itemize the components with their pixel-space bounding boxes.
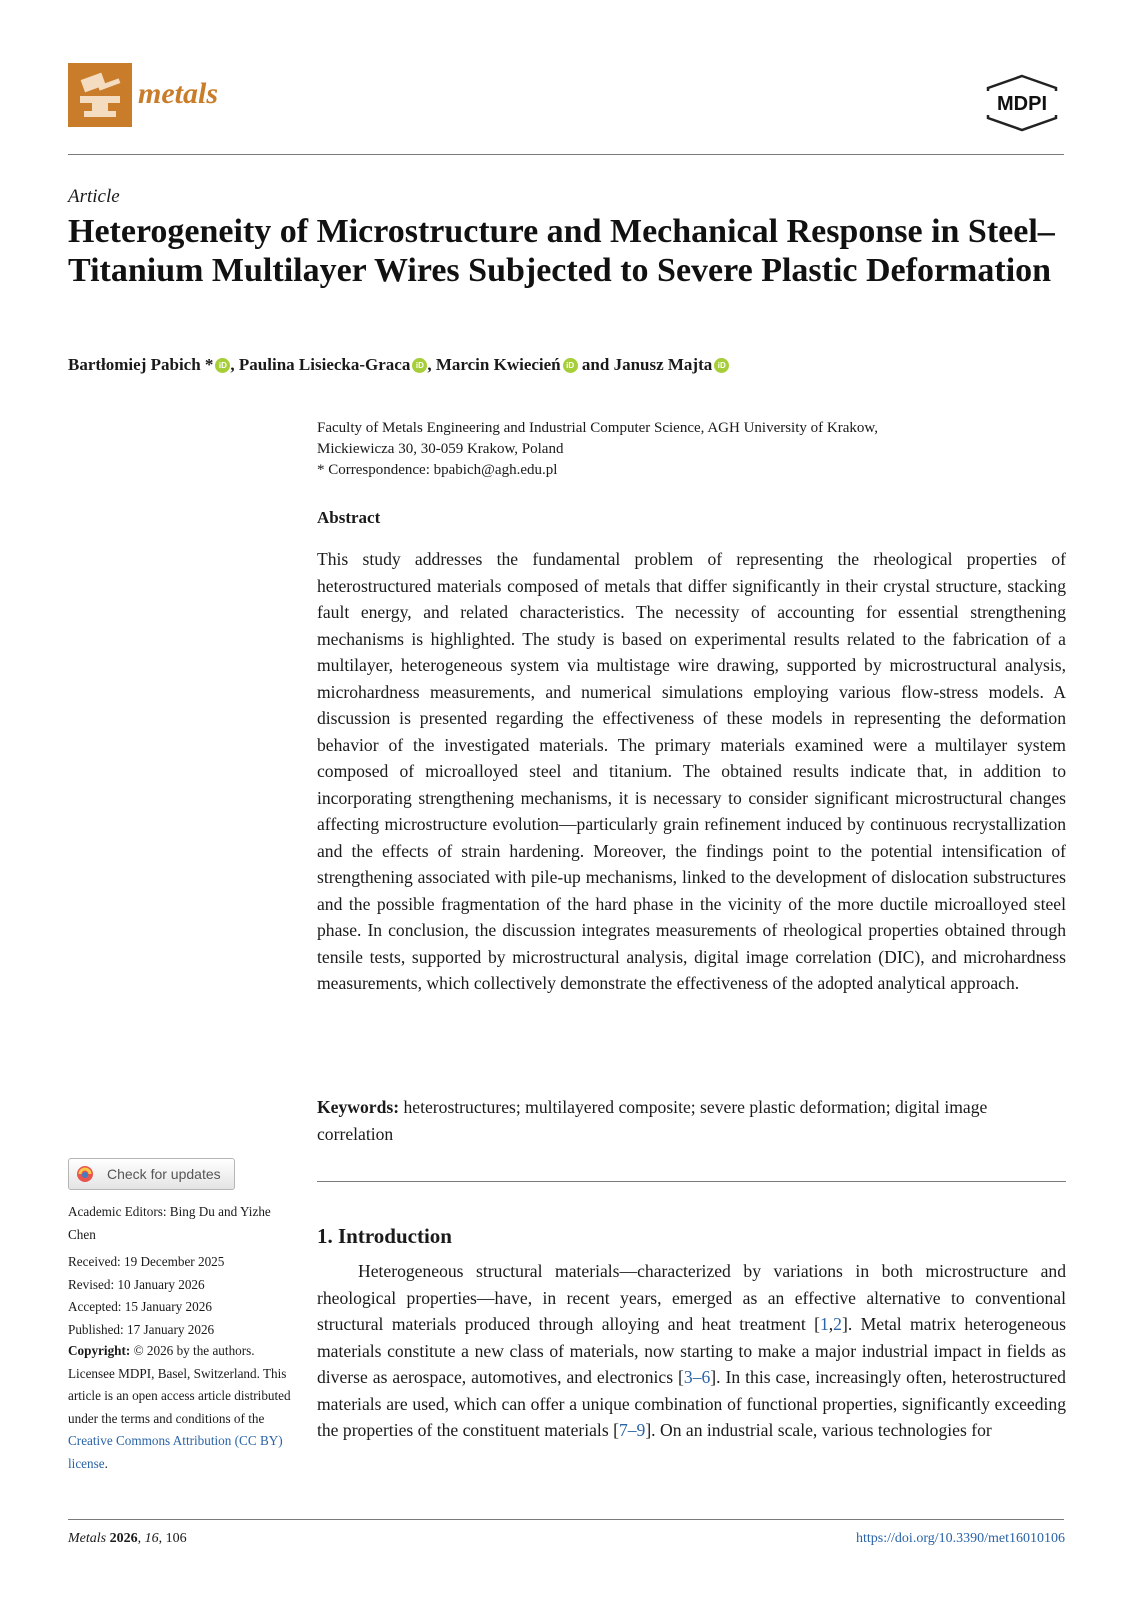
author-list — [68, 353, 729, 377]
citation-link[interactable]: 2 — [833, 1314, 842, 1334]
correspondence: * Correspondence: bpabich@agh.edu.pl — [317, 462, 558, 478]
author-name[interactable]: Paulina Lisiecka-Graca — [238, 355, 411, 374]
doi-link[interactable]: https://doi.org/10.3390/met16010106 — [856, 1531, 1065, 1546]
affiliation-line: Mickiewicza 30, 30-059 Krakow, Poland — [317, 441, 564, 457]
intro-text: ]. Metal matrix heterogeneous materials constitute a new class of materials, now starting to make a major industrial impact in fields as diverse as aerospace, automotives, and electronics [ — [317, 1314, 1066, 1387]
footer-year: 2026 — [109, 1531, 138, 1546]
orcid-icon[interactable]: iD — [412, 358, 427, 373]
header-divider — [68, 154, 1064, 155]
footer-volume: 16 — [144, 1531, 159, 1546]
keywords — [317, 1094, 1066, 1147]
check-updates-label: Check for updates — [107, 1166, 221, 1182]
accepted-date: Accepted: 15 January 2026 — [68, 1299, 212, 1314]
article-title: Heterogeneity of Microstructure and Mechanical Response in Steel–Titanium Multilayer Wires Subjected to Severe Plastic Deformation — [68, 213, 1055, 289]
academic-editors: Academic Editors: Bing Du and Yizhe Chen — [68, 1204, 271, 1242]
publication-dates — [68, 1251, 298, 1341]
author-separator: , — [230, 355, 239, 374]
citation-link[interactable]: 7–9 — [618, 1420, 646, 1440]
intro-text: , — [828, 1314, 834, 1334]
publisher-logo-text: MDPI — [997, 93, 1047, 115]
abstract-text: This study addresses the fundamental problem of representing the rheological properties of heterostructured materials composed of metals that differ significantly in their crystal structure, stacking fault energy, and related characteristics. The necessity of accounting for essential strengthening mechanisms is highlighted. The study is based on experimental results related to the fabrication of a multilayer, heterogeneous system via multistage wire drawing, supported by microstructural analysis, microhardness measurements, and numerical simulations employing various flow-stress models. A discussion is presented regarding the effectiveness of these models in representing the deformation behavior of the investigated materials. The primary materials examined were a multilayer system composed of microalloyed steel and titanium. The obtained results indicate that, in addition to incorporating strengthening mechanisms, it is necessary to consider significant microstructural changes affecting microstructure evolution—particularly grain refinement induced by continuous recrystallization and the effects of strain hardening. Moreover, the findings point to the potential intensification of strengthening associated with pile-up mechanisms, linked to the development of dislocation substructures and the possible fragmentation of the hard phase in the vicinity of the more ductile microalloyed steel phase. In conclusion, the discussion integrates measurements of rheological properties obtained through tensile tests, supported by microstructural analysis, digital image correlation (DIC), and microhardness measurements, which collectively demonstrate the effectiveness of the adopted analytical approach. — [317, 549, 1066, 993]
copyright-notice — [68, 1340, 298, 1475]
footer-journal: Metals — [68, 1531, 107, 1546]
footer-divider — [68, 1519, 1064, 1520]
copyright-text: © 2026 by the authors. Licensee MDPI, Basel, Switzerland. This article is an open access article distributed under the terms and conditions of the — [68, 1343, 291, 1426]
keywords-text: heterostructures; multilayered composite; severe plastic deformation; digital image correlation — [317, 1097, 988, 1144]
article-type: Article — [68, 186, 120, 207]
citation-link[interactable]: 1 — [819, 1314, 829, 1334]
affiliation-line: Faculty of Metals Engineering and Industrial Computer Science, AGH University of Krakow, — [317, 420, 878, 436]
orcid-icon[interactable]: iD — [714, 358, 729, 373]
update-badge-icon — [76, 1165, 94, 1183]
abstract-heading: Abstract — [317, 508, 381, 527]
orcid-icon[interactable]: iD — [563, 358, 578, 373]
copyright-end: . — [104, 1455, 108, 1471]
intro-text: ]. On an industrial scale, various technologies for — [645, 1420, 992, 1440]
section-heading: 1. Introduction — [317, 1224, 452, 1248]
license-link[interactable]: Creative Commons Attribution (CC BY) license — [68, 1433, 283, 1471]
keywords-label: Keywords: — [317, 1097, 400, 1117]
check-for-updates-button[interactable] — [68, 1158, 235, 1190]
author-name[interactable]: Janusz Majta — [613, 355, 713, 374]
published-date: Published: 17 January 2026 — [68, 1321, 215, 1337]
citation-link[interactable]: 3–6 — [683, 1367, 711, 1387]
intro-text: Heterogeneous structural materials—characterized by variations in both microstructure and rheological properties—have, in recent years, emerged as an effective alternative to conventional structural materials produced through alloying and heat treatment [ — [317, 1261, 1066, 1334]
section-divider — [317, 1181, 1066, 1182]
author-name[interactable]: Bartłomiej Pabich — [68, 355, 201, 374]
corresponding-mark: * — [200, 355, 214, 374]
author-name[interactable]: Marcin Kwiecień — [435, 355, 561, 374]
copyright-label: Copyright: — [68, 1343, 131, 1358]
orcid-icon[interactable]: iD — [215, 358, 230, 373]
revised-date: Revised: 10 January 2026 — [68, 1276, 205, 1292]
intro-text: ]. In this case, increasingly often, heterostructured materials are used, which can offer a unique combination of functional properties, significantly exceeding the properties of the constituent materials [ — [317, 1367, 1066, 1440]
journal-logo-icon — [68, 63, 132, 127]
author-separator: and — [577, 355, 614, 374]
author-separator: , — [427, 355, 436, 374]
footer-article-number: 106 — [165, 1531, 187, 1546]
received-date: Received: 19 December 2025 — [68, 1254, 225, 1269]
journal-name: metals — [138, 77, 218, 110]
mdpi-logo-icon — [982, 74, 1062, 132]
introduction-paragraph — [317, 1258, 1066, 1444]
footer-citation: Metals 2026, 16, 106 — [68, 1531, 187, 1546]
